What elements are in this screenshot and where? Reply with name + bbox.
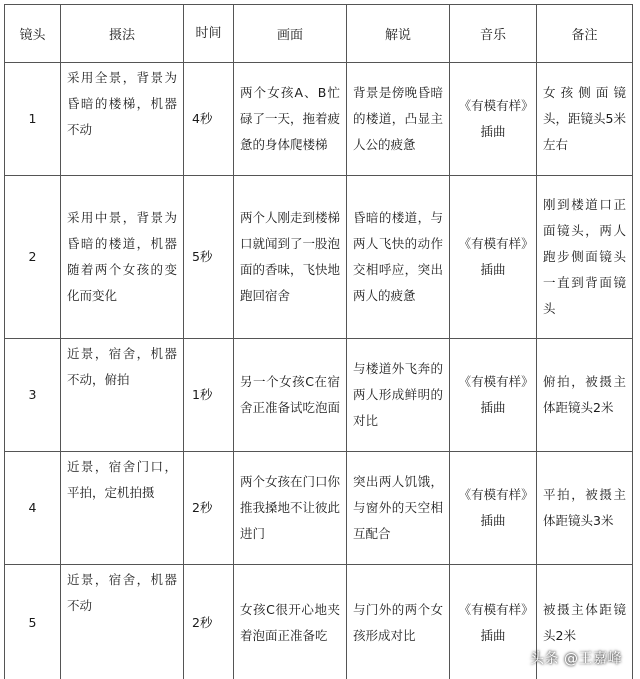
cell-picture: 两个女孩在门口你推我搡地不让彼此进门 (234, 452, 347, 565)
cell-time: 4秒 (184, 63, 234, 176)
header-narration: 解说 (347, 5, 450, 63)
cell-picture: 两个女孩A、B忙碌了一天，拖着疲惫的身体爬楼梯 (234, 63, 347, 176)
cell-narration: 昏暗的楼道，与两人飞快的动作交相呼应，突出两人的疲惫 (347, 176, 450, 339)
table-row (5, 452, 633, 565)
cell-narration: 与楼道外飞奔的两人形成鲜明的对比 (347, 339, 450, 452)
cell-picture: 另一个女孩C在宿舍正准备试吃泡面 (234, 339, 347, 452)
cell-picture: 两个人刚走到楼梯口就闻到了一股泡面的香味，飞快地跑回宿舍 (234, 176, 347, 339)
cell-shot: 2 (5, 176, 61, 339)
cell-time: 2秒 (184, 452, 234, 565)
cell-narration: 与门外的两个女孩形成对比 (347, 565, 450, 679)
cell-music: 《有模有样》插曲 (450, 565, 537, 679)
header-music: 音乐 (450, 5, 537, 63)
cell-shot: 1 (5, 63, 61, 176)
cell-narration: 突出两人饥饿，与窗外的天空相互配合 (347, 452, 450, 565)
cell-method: 近景，宿舍，机器不动，俯拍 (61, 339, 184, 452)
cell-time: 5秒 (184, 176, 234, 339)
cell-method: 近景，宿舍门口，平拍，定机拍摄 (61, 452, 184, 565)
cell-shot: 3 (5, 339, 61, 452)
header-notes: 备注 (537, 5, 633, 63)
header-shot: 镜头 (5, 5, 61, 63)
cell-method: 采用中景，背景为昏暗的楼道，机器随着两个女孩的变化而变化 (61, 176, 184, 339)
cell-time: 1秒 (184, 339, 234, 452)
cell-music: 《有模有样》插曲 (450, 63, 537, 176)
table-row (5, 339, 633, 452)
cell-music: 《有模有样》插曲 (450, 176, 537, 339)
header-picture: 画面 (234, 5, 347, 63)
cell-shot: 4 (5, 452, 61, 565)
cell-music: 《有模有样》插曲 (450, 339, 537, 452)
cell-narration: 背景是傍晚昏暗的楼道，凸显主人公的疲惫 (347, 63, 450, 176)
cell-method: 采用全景，背景为昏暗的楼梯，机器不动 (61, 63, 184, 176)
header-method: 摄法 (61, 5, 184, 63)
cell-time: 2秒 (184, 565, 234, 679)
table-row (5, 63, 633, 176)
storyboard-table (4, 4, 633, 679)
cell-shot: 5 (5, 565, 61, 679)
cell-notes: 俯拍，被摄主体距镜头2米 (537, 339, 633, 452)
table-row (5, 176, 633, 339)
header-time: 时间 (184, 5, 234, 63)
cell-notes: 被摄主体距镜头2米 (537, 565, 633, 679)
cell-notes: 女孩侧面镜头，距镜头5米左右 (537, 63, 633, 176)
cell-picture: 女孩C很开心地夹着泡面正准备吃 (234, 565, 347, 679)
cell-method: 近景，宿舍，机器不动 (61, 565, 184, 679)
cell-notes: 平拍，被摄主体距镜头3米 (537, 452, 633, 565)
cell-notes: 刚到楼道口正面镜头，两人跑步侧面镜头一直到背面镜头 (537, 176, 633, 339)
header-row (5, 5, 633, 63)
watermark: 头条 @王嘉峰 (530, 651, 622, 667)
cell-music: 《有模有样》插曲 (450, 452, 537, 565)
